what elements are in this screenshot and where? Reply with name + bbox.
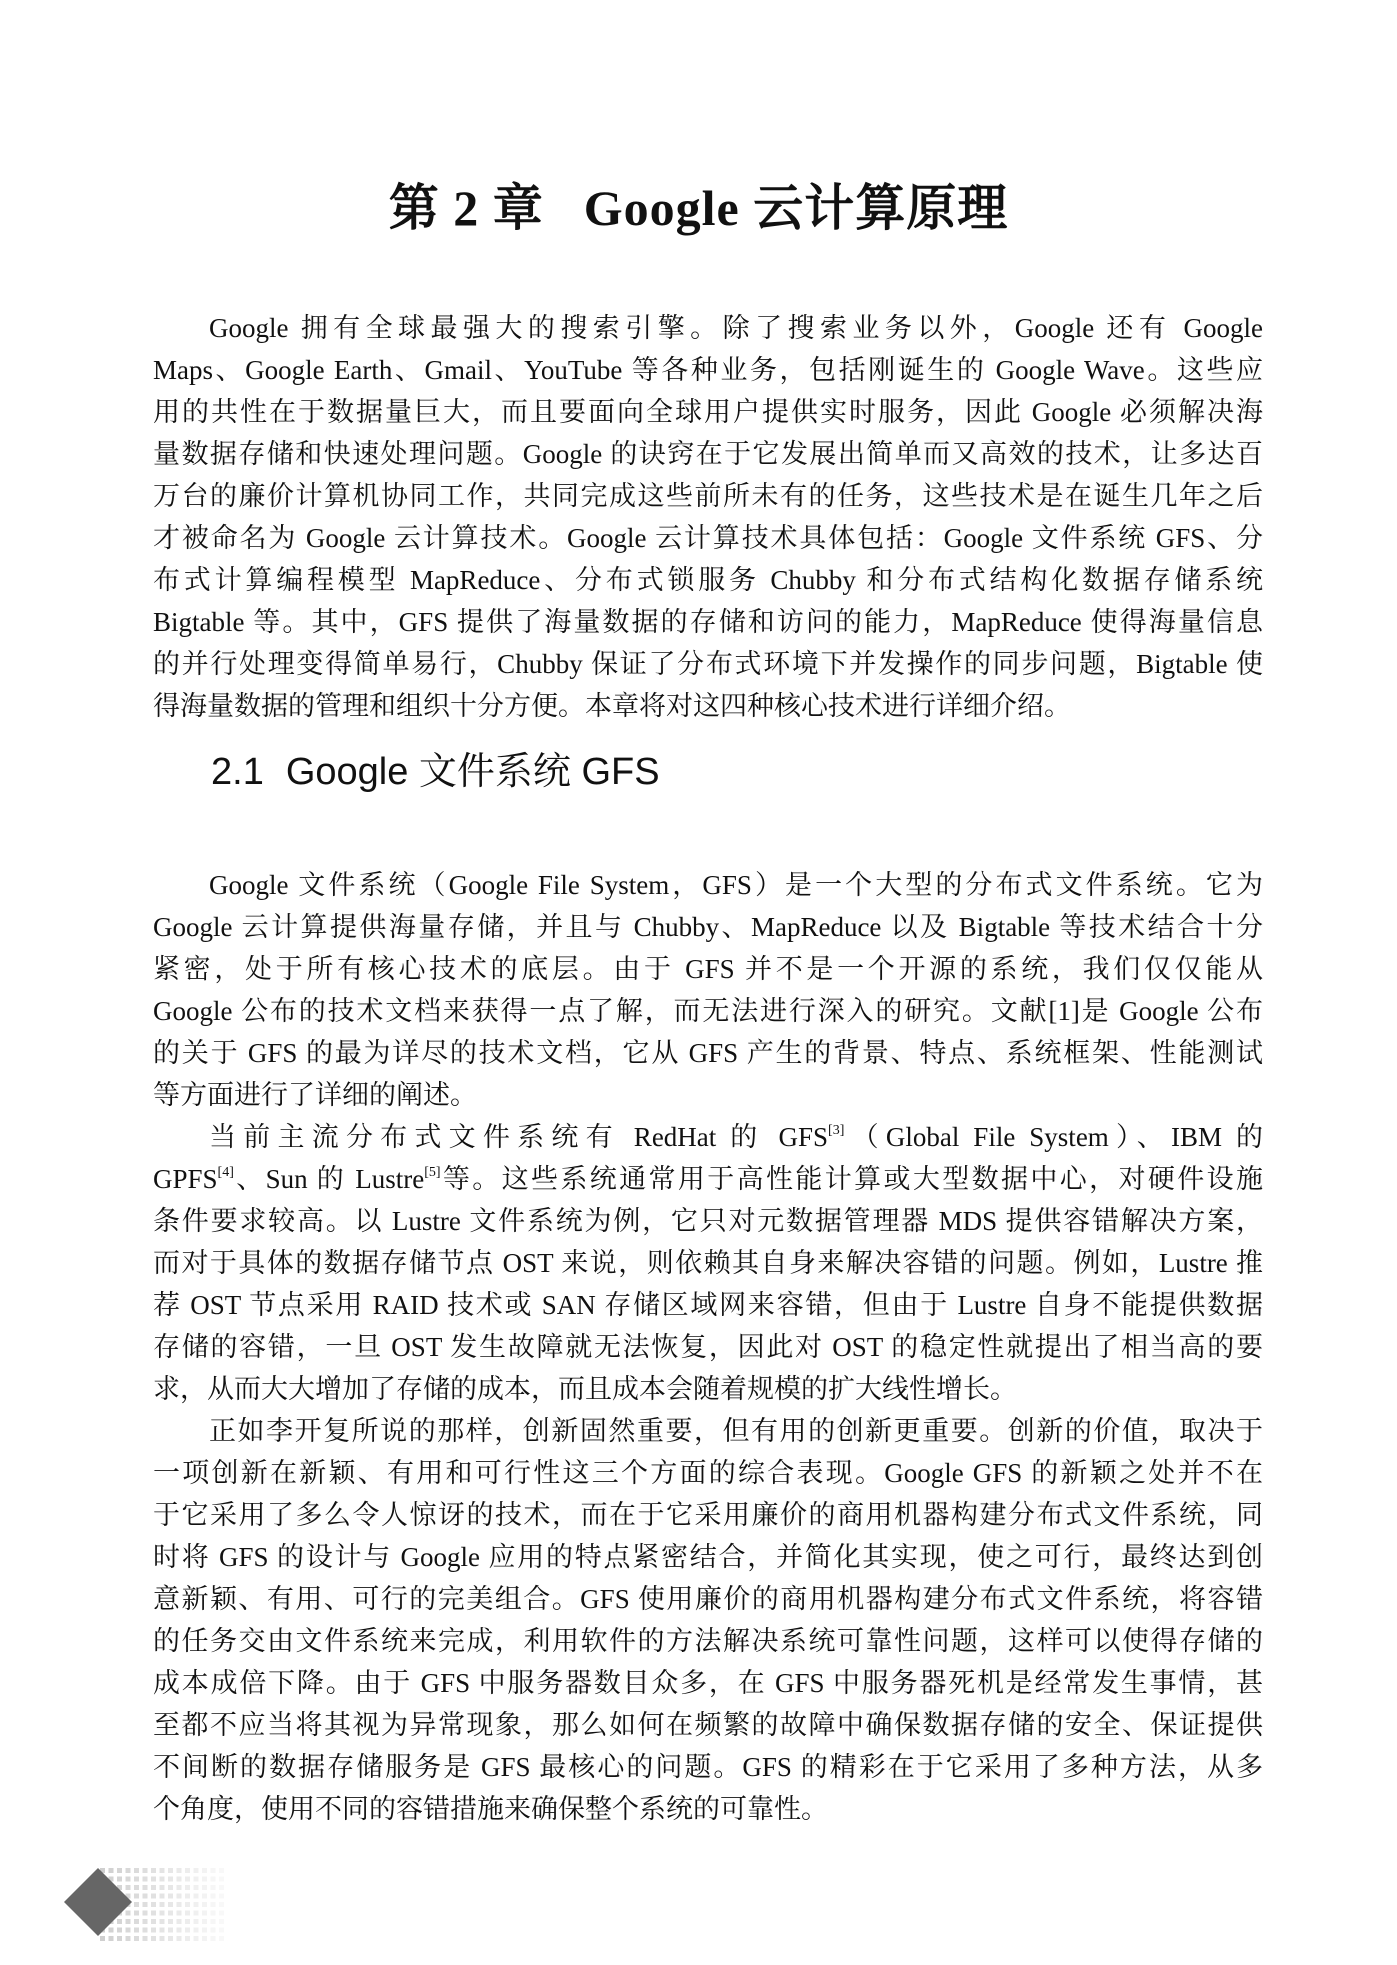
pattern-dot: [151, 1911, 156, 1916]
pattern-dot: [177, 1936, 182, 1941]
pattern-dot: [202, 1902, 207, 1907]
pattern-dot: [177, 1902, 182, 1907]
text-segment: 至都不应当将其视为异常现象，那么如何在频繁的故障中确保数据存储的安全、保证提供: [153, 1710, 1263, 1740]
section-number: 2.1: [211, 751, 264, 793]
text-line: [153, 1158, 1263, 1200]
text-line: [153, 1116, 1263, 1158]
pattern-dot: [219, 1911, 224, 1916]
citation-superscript: [5]: [424, 1165, 441, 1180]
pattern-dot: [134, 1877, 139, 1882]
text-segment: 时将 GFS 的设计与 Google 应用的特点紧密结合，并简化其实现，使之可行，最终达到创: [153, 1542, 1263, 1572]
pattern-dot: [202, 1911, 207, 1916]
pattern-dot: [160, 1902, 165, 1907]
text-line: [153, 1620, 1263, 1662]
paragraph-intro: [153, 307, 1263, 727]
text-line: [153, 643, 1263, 685]
pattern-dot: [160, 1936, 165, 1941]
pattern-dot: [160, 1911, 165, 1916]
text-segment: 的并行处理变得简单易行，Chubby 保证了分布式环境下并发操作的同步问题，Bigtable 使: [153, 649, 1263, 679]
pattern-dot: [134, 1894, 139, 1899]
pattern-dot: [143, 1877, 148, 1882]
paragraph-gfs-overview: [153, 864, 1263, 1116]
text-line: [153, 948, 1263, 990]
pattern-dot: [134, 1885, 139, 1890]
pattern-dot: [134, 1868, 139, 1873]
pattern-dot: [126, 1919, 131, 1924]
pattern-dot: [185, 1911, 190, 1916]
pattern-dot: [185, 1885, 190, 1890]
pattern-dot: [202, 1877, 207, 1882]
chapter-number: 第 2 章: [388, 180, 544, 236]
pattern-dot: [185, 1868, 190, 1873]
pattern-dot: [211, 1868, 216, 1873]
pattern-dot: [211, 1885, 216, 1890]
text-line: [153, 864, 1263, 906]
text-segment: 的关于 GFS 的最为详尽的技术文档，它从 GFS 产生的背景、特点、系统框架、性能测试: [153, 1038, 1263, 1068]
pattern-dot: [168, 1868, 173, 1873]
pattern-dot: [194, 1902, 199, 1907]
text-line: [153, 1368, 1263, 1410]
text-line: [153, 685, 1263, 727]
pattern-dot: [134, 1919, 139, 1924]
pattern-dot: [117, 1877, 122, 1882]
pattern-dot: [134, 1928, 139, 1933]
pattern-dot: [177, 1868, 182, 1873]
text-segment: 才被命名为 Google 云计算技术。Google 云计算技术具体包括：Google 文件系统 GFS、分: [153, 523, 1263, 553]
pattern-dot: [168, 1902, 173, 1907]
section-heading: [211, 740, 660, 795]
pattern-dot: [143, 1885, 148, 1890]
text-segment: 成本成倍下降。由于 GFS 中服务器数目众多，在 GFS 中服务器死机是经常发生事情，甚: [153, 1668, 1263, 1698]
pattern-dot: [143, 1894, 148, 1899]
pattern-dot: [126, 1885, 131, 1890]
pattern-dot: [160, 1928, 165, 1933]
text-line: [153, 1410, 1263, 1452]
pattern-dot: [117, 1868, 122, 1873]
text-line: [153, 559, 1263, 601]
pattern-dot: [185, 1936, 190, 1941]
pattern-dot: [151, 1877, 156, 1882]
pattern-dot: [126, 1928, 131, 1933]
text-line: [153, 1746, 1263, 1788]
pattern-dot: [194, 1885, 199, 1890]
text-segment: Google 云计算提供海量存储，并且与 Chubby、MapReduce 以及 Bigtable 等技术结合十分: [153, 912, 1263, 942]
text-segment: （Global File System）、IBM 的: [844, 1122, 1263, 1152]
pattern-dot: [219, 1885, 224, 1890]
pattern-dot: [219, 1919, 224, 1924]
pattern-dot: [143, 1936, 148, 1941]
pattern-dot: [168, 1877, 173, 1882]
text-segment: 一项创新在新颖、有用和可行性这三个方面的综合表现。Google GFS 的新颖之处并不在: [153, 1458, 1263, 1488]
pattern-dot: [219, 1868, 224, 1873]
pattern-dot: [185, 1894, 190, 1899]
pattern-dot: [219, 1877, 224, 1882]
text-segment: 条件要求较高。以 Lustre 文件系统为例，它只对元数据管理器 MDS 提供容错解决方案，: [153, 1206, 1263, 1236]
text-line: [153, 1032, 1263, 1074]
citation-superscript: [3]: [828, 1123, 845, 1138]
text-segment: Google 公布的技术文档来获得一点了解，而无法进行深入的研究。文献[1]是 Google 公布: [153, 996, 1263, 1026]
pattern-dot: [219, 1902, 224, 1907]
pattern-dot: [211, 1877, 216, 1882]
pattern-dot: [177, 1885, 182, 1890]
pattern-dot: [134, 1902, 139, 1907]
pattern-dot: [126, 1877, 131, 1882]
text-segment: Google 拥有全球最强大的搜索引擎。除了搜索业务以外，Google 还有 Google: [209, 313, 1263, 343]
pattern-dot: [160, 1868, 165, 1873]
text-line: [153, 990, 1263, 1032]
pattern-dot: [202, 1868, 207, 1873]
pattern-dot: [219, 1894, 224, 1899]
pattern-dot: [151, 1936, 156, 1941]
pattern-dot: [168, 1911, 173, 1916]
pattern-dot: [151, 1928, 156, 1933]
text-segment: GPFS: [153, 1164, 218, 1194]
pattern-dot: [109, 1868, 114, 1873]
text-segment: 布式计算编程模型 MapReduce、分布式锁服务 Chubby 和分布式结构化数据存储系统: [153, 565, 1263, 595]
pattern-dot: [194, 1911, 199, 1916]
text-segment: Bigtable 等。其中，GFS 提供了海量数据的存储和访问的能力，MapReduce 使得海量信息: [153, 607, 1263, 637]
pattern-dot: [211, 1936, 216, 1941]
text-line: [153, 349, 1263, 391]
chapter-title: [0, 168, 1397, 240]
text-line: [153, 1494, 1263, 1536]
text-segment: 求，从而大大增加了存储的成本，而且成本会随着规模的扩大线性增长。: [153, 1374, 1017, 1404]
text-line: [153, 1284, 1263, 1326]
pattern-dot: [185, 1877, 190, 1882]
text-segment: 个角度，使用不同的容错措施来确保整个系统的可靠性。: [153, 1794, 828, 1824]
text-line: [153, 1326, 1263, 1368]
pattern-dot: [160, 1919, 165, 1924]
text-segment: 存储的容错，一旦 OST 发生故障就无法恢复，因此对 OST 的稳定性就提出了相当高的要: [153, 1332, 1263, 1362]
text-segment: Google 文件系统（Google File System，GFS）是一个大型的分布式文件系统。它为: [209, 870, 1263, 900]
text-line: [153, 517, 1263, 559]
text-line: [153, 433, 1263, 475]
pattern-dot: [202, 1885, 207, 1890]
text-segment: 正如李开复所说的那样，创新固然重要，但有用的创新更重要。创新的价值，取决于: [209, 1416, 1263, 1446]
pattern-dot: [211, 1919, 216, 1924]
text-segment: 得海量数据的管理和组织十分方便。本章将对这四种核心技术进行详细介绍。: [153, 691, 1071, 721]
text-segment: 紧密，处于所有核心技术的底层。由于 GFS 并不是一个开源的系统，我们仅仅能从: [153, 954, 1263, 984]
pattern-dot: [109, 1936, 114, 1941]
pattern-dot: [177, 1919, 182, 1924]
pattern-dot: [143, 1868, 148, 1873]
page-corner-decoration: [60, 1860, 230, 1950]
text-segment: 用的共性在于数据量巨大，而且要面向全球用户提供实时服务，因此 Google 必须解决海: [153, 397, 1263, 427]
pattern-dot: [160, 1877, 165, 1882]
pattern-dot: [211, 1902, 216, 1907]
text-segment: 而对于具体的数据存储节点 OST 来说，则依赖其自身来解决容错的问题。例如，Lustre 推: [153, 1248, 1263, 1278]
text-segment: 等。这些系统通常用于高性能计算或大型数据中心，对硬件设施: [440, 1164, 1263, 1194]
pattern-dot: [168, 1919, 173, 1924]
pattern-dot: [117, 1936, 122, 1941]
pattern-dot: [177, 1911, 182, 1916]
pattern-dot: [194, 1928, 199, 1933]
pattern-dot: [194, 1894, 199, 1899]
text-segment: 的任务交由文件系统来完成，利用软件的方法解决系统可靠性问题，这样可以使得存储的: [153, 1626, 1263, 1656]
paragraph-innovation: [153, 1410, 1263, 1830]
pattern-dot: [177, 1877, 182, 1882]
pattern-dot: [185, 1928, 190, 1933]
pattern-dot: [151, 1885, 156, 1890]
text-segment: 当前主流分布式文件系统有 RedHat 的 GFS: [209, 1122, 829, 1152]
pattern-dot: [151, 1868, 156, 1873]
section-title: Google 文件系统 GFS: [285, 751, 660, 793]
pattern-dot: [151, 1919, 156, 1924]
paragraph-mainstream-fs: [153, 1116, 1263, 1410]
pattern-dot: [126, 1911, 131, 1916]
pattern-dot: [117, 1928, 122, 1933]
pattern-dot: [160, 1894, 165, 1899]
pattern-dot: [185, 1902, 190, 1907]
pattern-dot: [194, 1868, 199, 1873]
pattern-dot: [177, 1894, 182, 1899]
text-segment: 不间断的数据存储服务是 GFS 最核心的问题。GFS 的精彩在于它采用了多种方法，从多: [153, 1752, 1263, 1782]
pattern-dot: [117, 1919, 122, 1924]
pattern-dot: [211, 1928, 216, 1933]
pattern-dot: [177, 1928, 182, 1933]
pattern-dot: [151, 1894, 156, 1899]
pattern-dot: [143, 1928, 148, 1933]
pattern-dot: [168, 1885, 173, 1890]
pattern-dot: [202, 1919, 207, 1924]
text-line: [153, 906, 1263, 948]
pattern-dot: [160, 1885, 165, 1890]
text-line: [153, 601, 1263, 643]
pattern-dot: [168, 1928, 173, 1933]
text-line: [153, 307, 1263, 349]
pattern-dot: [100, 1936, 105, 1941]
pattern-dot: [194, 1877, 199, 1882]
text-line: [153, 1704, 1263, 1746]
pattern-dot: [134, 1936, 139, 1941]
pattern-dot: [211, 1894, 216, 1899]
pattern-dot: [202, 1928, 207, 1933]
pattern-dot: [211, 1911, 216, 1916]
text-line: [153, 1662, 1263, 1704]
pattern-dot: [219, 1928, 224, 1933]
text-segment: 荐 OST 节点采用 RAID 技术或 SAN 存储区域网来容错，但由于 Lustre 自身不能提供数据: [153, 1290, 1263, 1320]
pattern-dot: [202, 1936, 207, 1941]
text-segment: Maps、Google Earth、Gmail、YouTube 等各种业务，包括刚诞生的 Google Wave。这些应: [153, 355, 1263, 385]
text-segment: 万台的廉价计算机协同工作，共同完成这些前所未有的任务，这些技术是在诞生几年之后: [153, 481, 1263, 511]
text-line: [153, 1578, 1263, 1620]
pattern-dot: [109, 1928, 114, 1933]
text-segment: 于它采用了多么令人惊讶的技术，而在于它采用廉价的商用机器构建分布式文件系统，同: [153, 1500, 1263, 1530]
text-segment: 等方面进行了详细的阐述。: [153, 1080, 477, 1110]
text-line: [153, 391, 1263, 433]
pattern-dot: [202, 1894, 207, 1899]
pattern-dot: [168, 1894, 173, 1899]
text-line: [153, 1200, 1263, 1242]
pattern-dot: [143, 1919, 148, 1924]
pattern-dot: [219, 1936, 224, 1941]
chapter-title-text: Google 云计算原理: [583, 180, 1009, 236]
text-segment: 、Sun 的 Lustre: [233, 1164, 425, 1194]
text-segment: 意新颖、有用、可行的完美组合。GFS 使用廉价的商用机器构建分布式文件系统，将容错: [153, 1584, 1263, 1614]
pattern-dot: [143, 1911, 148, 1916]
pattern-dot: [143, 1902, 148, 1907]
pattern-dot: [126, 1936, 131, 1941]
text-line: [153, 1242, 1263, 1284]
pattern-dot: [168, 1936, 173, 1941]
text-line: [153, 1452, 1263, 1494]
text-line: [153, 475, 1263, 517]
citation-superscript: [4]: [217, 1165, 234, 1180]
pattern-dot: [126, 1868, 131, 1873]
text-segment: 量数据存储和快速处理问题。Google 的诀窍在于它发展出简单而又高效的技术，让多达百: [153, 439, 1263, 469]
text-line: [153, 1536, 1263, 1578]
pattern-dot: [134, 1911, 139, 1916]
pattern-dot: [194, 1919, 199, 1924]
text-line: [153, 1788, 1263, 1830]
pattern-dot: [151, 1902, 156, 1907]
pattern-dot: [194, 1936, 199, 1941]
text-line: [153, 1074, 1263, 1116]
pattern-dot: [185, 1919, 190, 1924]
